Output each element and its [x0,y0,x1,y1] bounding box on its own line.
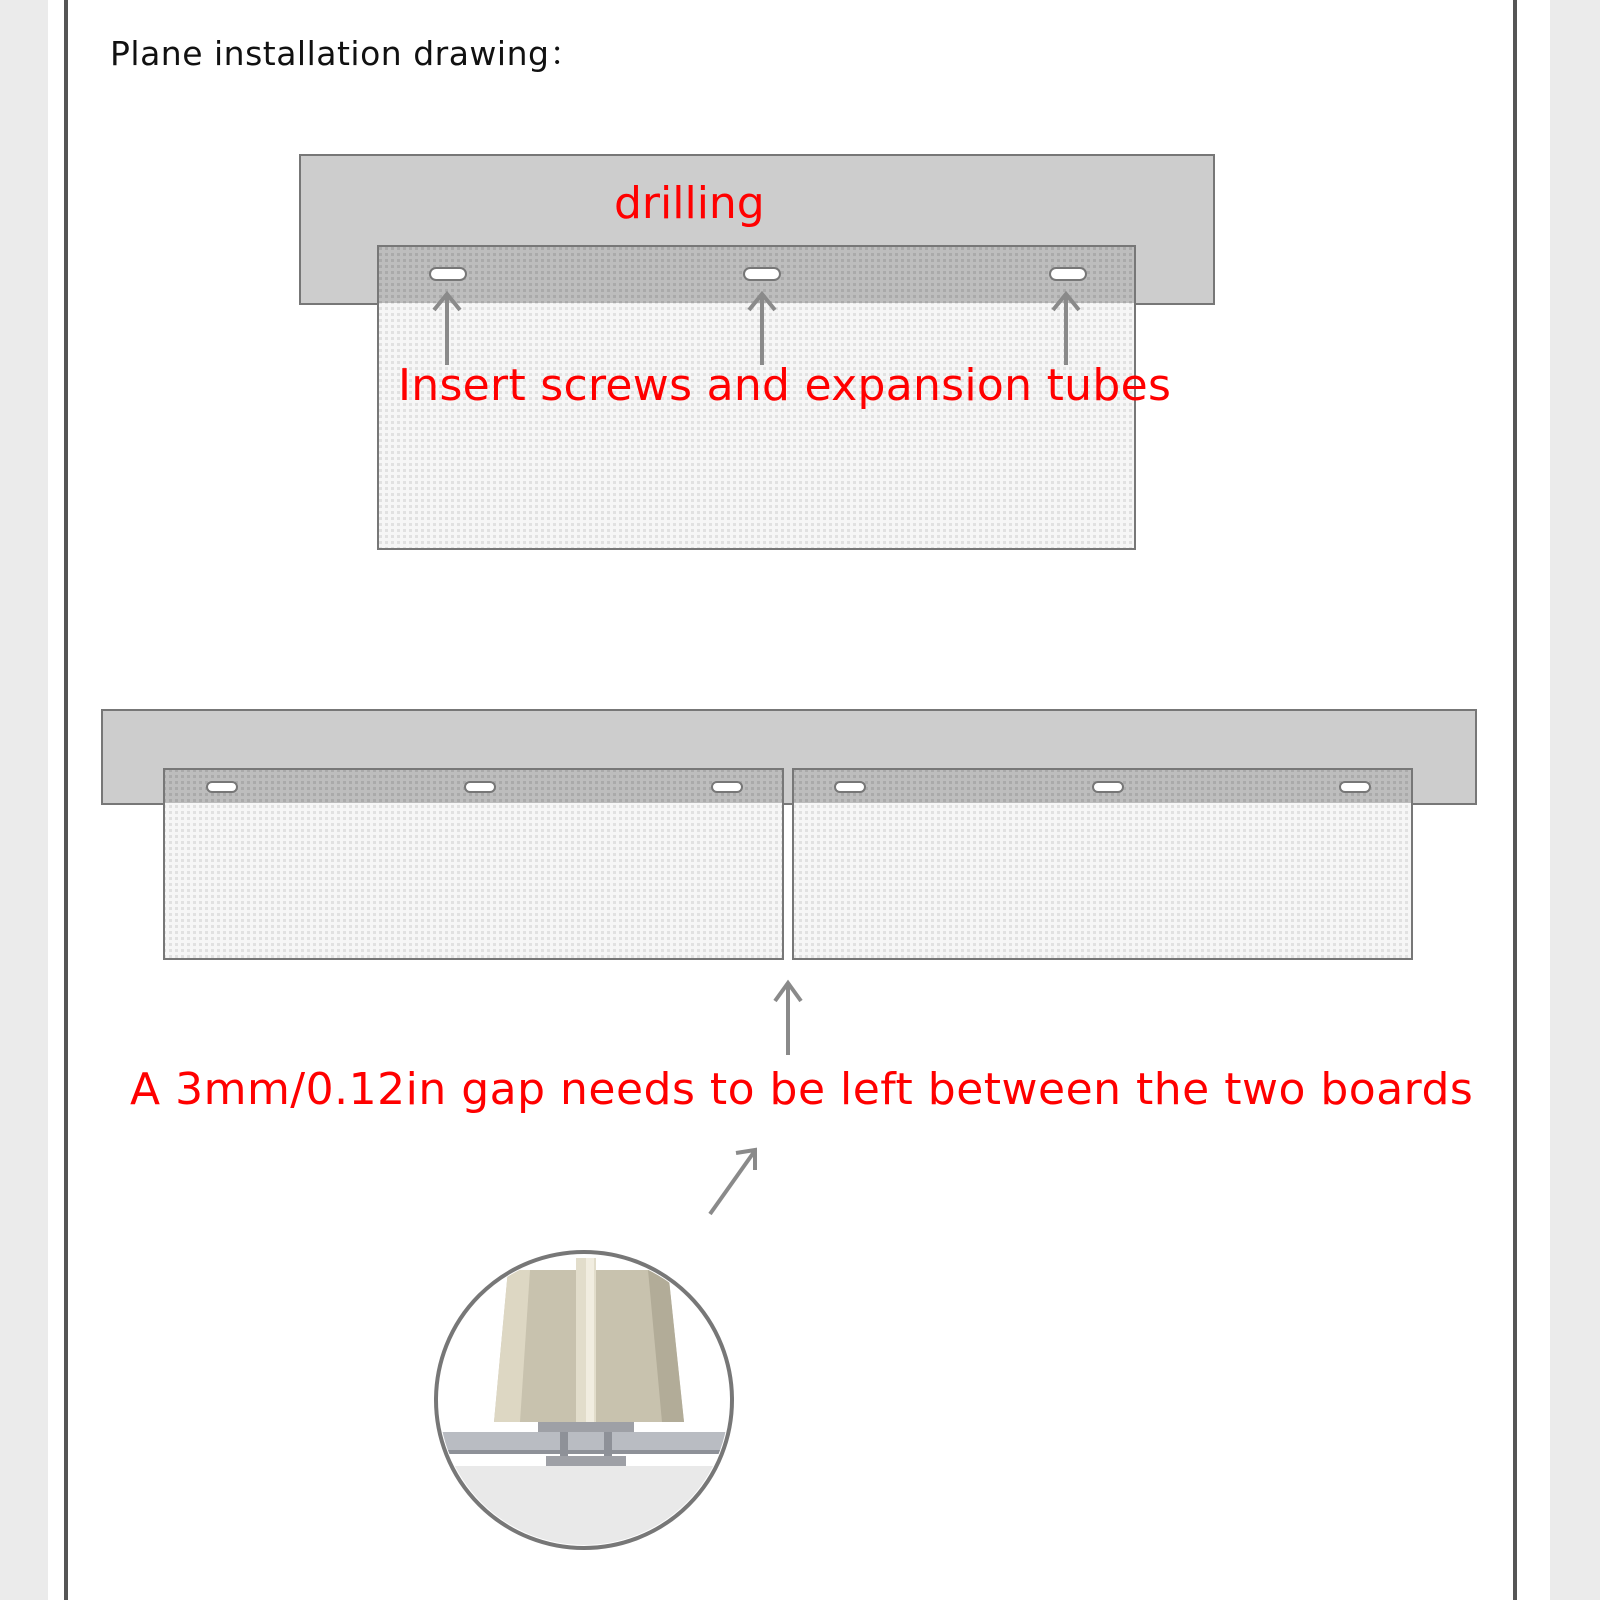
arrow-diagonal-icon [710,1150,755,1214]
h-connector-profile-icon [430,1240,740,1566]
screws-label: Insert screws and expansion tubes [398,360,1172,411]
gap-arrow-up-icon [775,983,801,1055]
gap-label: A 3mm/0.12in gap needs to be left between the two boards [130,1064,1474,1115]
page-title: Plane installation drawing： [110,34,583,73]
drilling-label: drilling [614,178,765,229]
